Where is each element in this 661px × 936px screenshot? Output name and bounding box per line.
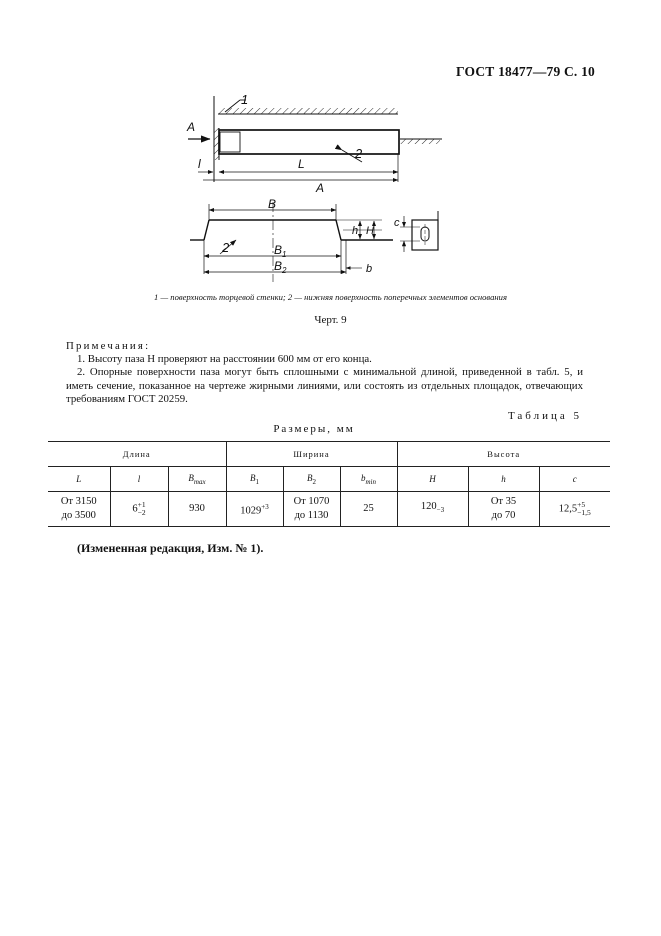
note-1: 1. Высоту паза H проверяют на расстоянии 600 мм от его конца.	[77, 353, 372, 366]
col-h: h	[468, 467, 539, 492]
dim-l-label: l	[198, 157, 201, 171]
callout-1: 1	[241, 92, 249, 107]
cell-c: 12,5+5 −1,5	[539, 492, 610, 527]
dim-b-label: b	[366, 263, 373, 275]
view-a-label: A	[187, 120, 196, 134]
table-column-header	[48, 467, 610, 492]
col-c: c	[539, 467, 610, 492]
table-label: Таблица 5	[507, 410, 582, 422]
cell-B2: От 1070 до 1130	[283, 492, 340, 527]
figure-caption: 1 — поверхность торцевой стенки; 2 — нижняя поверхность поперечных элементов основания	[154, 292, 507, 302]
cell-H: $120_{-3}$	[397, 492, 468, 527]
technical-drawing	[0, 0, 661, 300]
col-B1: $B_1$	[226, 467, 283, 492]
col-bmin: $b_{min}$	[340, 467, 397, 492]
dimensions-label: Размеры, мм	[273, 423, 355, 435]
cell-l: 6+1 −2	[110, 492, 168, 527]
col-l: l	[110, 467, 168, 492]
dim-A-label: A	[316, 181, 325, 195]
group-width: Ширина	[226, 442, 397, 467]
group-height: Высота	[397, 442, 610, 467]
cross-section-labels	[221, 197, 400, 275]
cell-Bmax: 930	[168, 492, 226, 527]
dim-c-label: c	[394, 217, 400, 229]
cell-bmin: 25	[340, 492, 397, 527]
col-H: H	[397, 467, 468, 492]
notes-section	[66, 340, 583, 406]
table-group-header	[48, 442, 610, 467]
note-2: 2. Опорные поверхности паза могут быть сплошными с минимальной длиной, приведенной в табл. 5, и иметь сечение, показанное на чертеже жирными линиями, или состоять из отдельных площадок, отвечающих требованиям ГОСТ 20259.	[66, 366, 583, 405]
callout-2: 2	[355, 146, 363, 161]
cell-L: От 3150 до 3500	[48, 492, 110, 527]
dim-h-label: h	[352, 225, 359, 237]
page-header: ГОСТ 18477—79 С. 10	[456, 64, 595, 79]
table-row	[48, 492, 610, 527]
cell-h: От 35 до 70	[468, 492, 539, 527]
cell-B1: $1029^{+3}$	[226, 492, 283, 527]
figure-label: Черт. 9	[314, 314, 347, 326]
dim-B-label: B	[268, 197, 277, 211]
col-Bmax: $B_{max}$	[168, 467, 226, 492]
dimensions-table	[48, 441, 610, 527]
dim-H-label: H	[366, 225, 374, 237]
top-view	[188, 96, 442, 182]
notes-title: Примечания:	[66, 340, 151, 352]
dim-B2-label: $B_2$	[274, 259, 287, 275]
top-view-labels	[186, 92, 363, 195]
edition-note: (Измененная редакция, Изм. № 1).	[77, 541, 264, 555]
dim-L-label: L	[298, 157, 305, 171]
section-callout-2: 2	[222, 240, 230, 255]
col-L: L	[48, 467, 110, 492]
col-B2: $B_2$	[283, 467, 340, 492]
dim-B1-label: $B_1$	[274, 243, 287, 259]
group-length: Длина	[48, 442, 226, 467]
